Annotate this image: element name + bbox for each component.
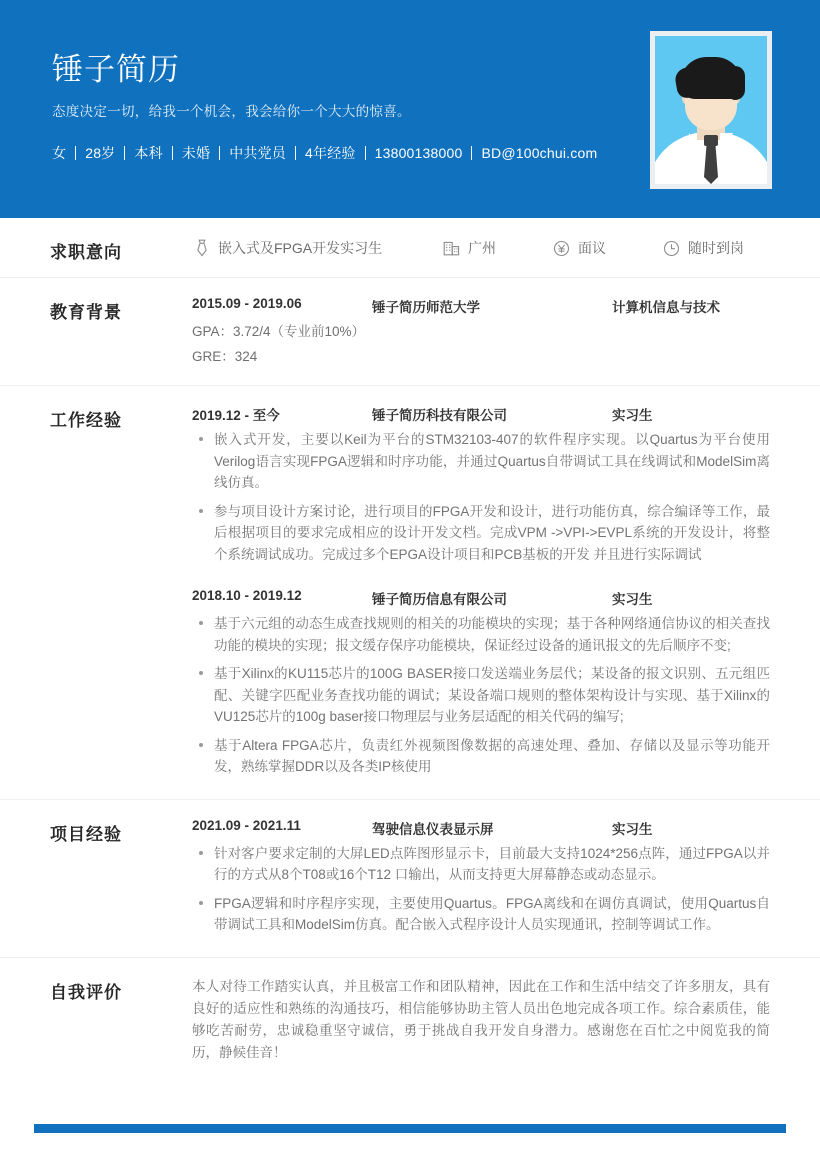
avatar-frame <box>650 31 772 189</box>
education-gre: GRE：324 <box>192 349 258 364</box>
education-gpa: GPA：3.72/4（专业前10%） <box>192 324 366 339</box>
project-name: 驾驶信息仪表显示屏 <box>372 821 494 837</box>
section-project-experience <box>0 800 820 958</box>
entry-spacer <box>192 572 770 588</box>
education-entry-head <box>192 296 770 319</box>
intent-salary-text: 面议 <box>578 240 606 256</box>
intent-city-text: 广州 <box>468 240 496 256</box>
self-evaluation-text: 本人对待工作踏实认真，并且极富工作和团队精神，因此在工作和生活中结交了许多朋友，具有良好的适应性和熟练的沟通技巧，相信能够协助主管人员出色地完成各项工作。综合素质佳，能够吃苦耐劳，忠诚稳重坚守诚信，勇于挑战自我开发自身潜力。感谢您在百忙之中阅览我的简历，静候佳音！ <box>192 978 770 1060</box>
self-evaluation-body <box>192 976 770 1064</box>
project-entry <box>192 818 770 936</box>
project-bullet: 针对客户要求定制的大屏LED点阵图形显示卡，目前最大支持1024*256点阵，通过FPGA以并行的方式从8个T08或16个T12 口输出，从而支持更大屏幕静态或动态显示。 <box>192 843 770 886</box>
section-title-work-experience: 工作经验 <box>50 411 122 430</box>
necktie-icon <box>192 239 211 258</box>
separator <box>295 146 296 160</box>
avatar-hair-side-right <box>729 66 745 100</box>
project-bullet: FPGA逻辑和时序程序实现，主要使用Quartus。FPGA离线和在调仿真调试，使用Quartus自带调试工具和ModelSim仿真。配合嵌入式程序设计人员实现通讯，控制等调试工作。 <box>192 893 770 936</box>
resume-header <box>0 0 820 218</box>
separator <box>172 146 173 160</box>
clock-icon <box>662 239 681 258</box>
avatar-collar-right <box>720 133 733 153</box>
job-intention-row <box>192 236 770 258</box>
intent-availability <box>662 238 744 258</box>
basic-marital-status: 未婚 <box>181 145 211 161</box>
work-entry-head <box>192 588 770 611</box>
work-bullets <box>192 429 770 565</box>
work-bullet: 嵌入式开发，主要以Keil为平台的STM32103-407的软件程序实现。以Quartus为平台使用Verilog语言实现FPGA逻辑和时序功能，并通过Quartus自带调试工具在线调试和ModelSim离线仿真。 <box>192 429 770 494</box>
basic-political-status: 中共党员 <box>229 145 287 161</box>
avatar <box>655 36 767 184</box>
section-title-project-experience: 项目经验 <box>50 824 122 844</box>
education-entry <box>192 296 770 369</box>
work-bullet: 基于六元组的动态生成查找规则的相关的功能模块的实现；基于各种网络通信协议的相关查找功能的模块的实现；报文缓存保序功能模块，保证经过设备的通讯报文的先后顺序不变; <box>192 613 770 656</box>
section-title-education: 教育背景 <box>50 303 122 322</box>
intent-city <box>442 238 552 258</box>
section-work-experience <box>0 386 820 800</box>
work-date: 2019.12 - 至今 <box>192 408 280 423</box>
avatar-tie <box>704 145 718 184</box>
education-body <box>192 296 770 371</box>
education-major: 计算机信息与技术 <box>612 300 720 315</box>
intent-position-text: 嵌入式及FPGA开发实习生 <box>218 240 383 256</box>
project-entry-head <box>192 818 770 841</box>
footer-accent-bar <box>34 1124 786 1133</box>
separator <box>75 146 76 160</box>
section-title-job-intention: 求职意向 <box>50 243 122 262</box>
work-company: 锤子简历科技有限公司 <box>372 408 507 423</box>
work-bullet: 基于Xilinx的KU115芯片的100G BASER接口发送端业务层代；某设备的报文识别、五元组匹配、关键字匹配业务查找功能的调试；某设备端口规则的整体架构设计与实现、基于Xilinx的VU125芯片的100g baser接口物理层与业务层适配的相关代码的编写; <box>192 663 770 728</box>
separator <box>124 146 125 160</box>
candidate-name: 锤子简历 <box>52 52 180 87</box>
section-job-intention <box>0 218 820 278</box>
separator <box>471 146 472 160</box>
work-entry <box>192 588 770 778</box>
section-education <box>0 278 820 386</box>
work-role: 实习生 <box>612 408 653 423</box>
header-text-block <box>52 50 597 163</box>
work-entry-head <box>192 404 770 427</box>
education-date: 2015.09 - 2019.06 <box>192 296 302 311</box>
basic-experience: 4年经验 <box>305 145 356 161</box>
education-school: 锤子简历师范大学 <box>372 300 480 315</box>
work-bullet: 参与项目设计方案讨论，进行项目的FPGA开发和设计，进行功能仿真，综合编译等工作，最后根据项目的要求完成相应的设计开发文档。完成VPM ->VPI->EVPL系统的开发设计，将整个系统调试成功。完成过多个EPGA设计项目和PCB基板的开发 并且进行实际调试 <box>192 501 770 566</box>
work-role: 实习生 <box>612 592 653 607</box>
basic-degree: 本科 <box>134 145 163 161</box>
intent-salary <box>552 238 662 258</box>
project-date: 2021.09 - 2021.11 <box>192 817 301 833</box>
resume-body <box>0 218 820 1078</box>
work-entry <box>192 404 770 565</box>
building-icon <box>442 239 461 258</box>
avatar-tie-knot <box>704 135 718 146</box>
intent-position <box>192 238 442 258</box>
job-intention-body <box>192 236 770 263</box>
avatar-collar-left <box>689 133 702 153</box>
work-bullet: 基于Altera FPGA芯片，负责红外视频图像数据的高速处理、叠加、存储以及显示等功能开发，熟练掌握DDR以及各类IP核使用 <box>192 735 770 778</box>
section-self-evaluation <box>0 958 820 1078</box>
intent-availability-text: 随时到岗 <box>688 240 744 256</box>
yuan-circle-icon <box>552 239 571 258</box>
basic-age: 28岁 <box>85 145 116 161</box>
work-date: 2018.10 - 2019.12 <box>192 588 302 603</box>
project-role: 实习生 <box>612 821 653 837</box>
work-company: 锤子简历信息有限公司 <box>372 592 507 607</box>
project-experience-body <box>192 818 770 943</box>
separator <box>365 146 366 160</box>
basic-phone: 13800138000 <box>374 145 463 161</box>
work-experience-body <box>192 404 770 785</box>
basic-gender: 女 <box>52 145 67 161</box>
candidate-basics <box>52 143 597 163</box>
project-bullets <box>192 843 770 936</box>
section-title-self-evaluation: 自我评价 <box>50 982 122 1002</box>
separator <box>219 146 220 160</box>
candidate-motto: 态度决定一切，给我一个机会，我会给你一个大大的惊喜。 <box>52 104 411 119</box>
basic-email: BD@100chui.com <box>481 145 598 161</box>
work-bullets <box>192 613 770 778</box>
